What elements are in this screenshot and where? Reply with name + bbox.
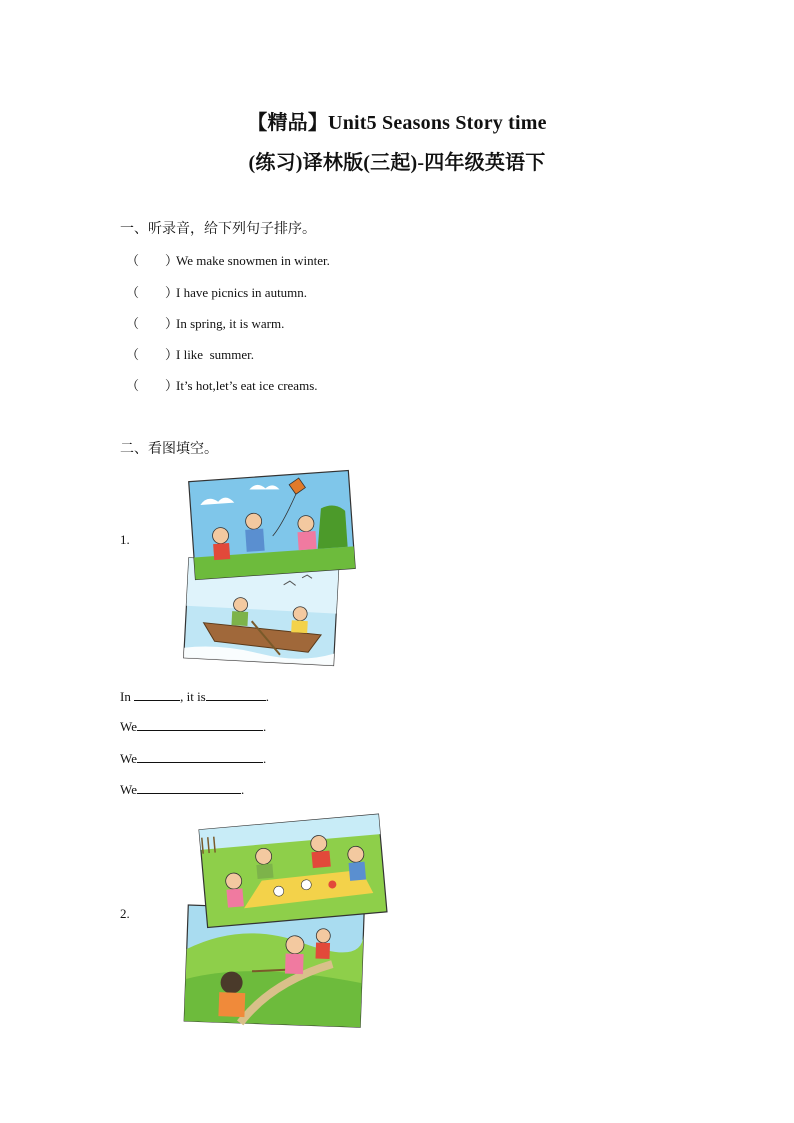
- sentence: I like summer.: [176, 347, 254, 362]
- order-item: [126, 313, 284, 332]
- answer-bracket[interactable]: （ ）: [126, 378, 179, 393]
- fill-line: We .: [120, 751, 267, 766]
- page-title-line2: (练习)译林版(三起)-四年级英语下: [248, 152, 546, 174]
- answer-bracket[interactable]: （ ）: [126, 316, 179, 331]
- section2-heading: 二、看图填空。: [120, 441, 218, 457]
- question-number-2: 2.: [120, 906, 130, 921]
- fill-line: We .: [120, 782, 245, 797]
- order-item: [126, 282, 307, 301]
- sentence: I have picnics in autumn.: [176, 285, 308, 300]
- sentence: We make snowmen in winter.: [176, 253, 330, 268]
- picture-spring-summer: [182, 466, 360, 672]
- kite-scene: [189, 471, 355, 580]
- blank-weather[interactable]: [206, 688, 266, 701]
- answer-bracket[interactable]: （ ）: [126, 285, 179, 300]
- sentence: In spring, it is warm.: [176, 316, 285, 331]
- question-number-1: 1.: [120, 532, 130, 547]
- order-item: [126, 344, 254, 363]
- picnic-scene: [199, 814, 387, 927]
- answer-bracket[interactable]: （ ）: [126, 347, 179, 362]
- section1-heading: 一、听录音，给下列句子排序。: [120, 221, 316, 237]
- answer-bracket[interactable]: （ ）: [126, 253, 179, 268]
- order-item: [126, 375, 318, 394]
- picture-picnic-hiking: [182, 812, 392, 1032]
- fill-line: We .: [120, 719, 267, 734]
- blank-activity[interactable]: [137, 718, 263, 731]
- order-item: [126, 250, 330, 269]
- blank-season[interactable]: [134, 688, 180, 701]
- sentence: It’s hot,let’s eat ice creams.: [176, 378, 318, 393]
- page-title-line1: 【精品】Unit5 Seasons Story time: [247, 112, 547, 134]
- blank-activity[interactable]: [137, 750, 263, 763]
- fill-line: In , it is .: [120, 689, 269, 704]
- blank-activity[interactable]: [137, 781, 241, 794]
